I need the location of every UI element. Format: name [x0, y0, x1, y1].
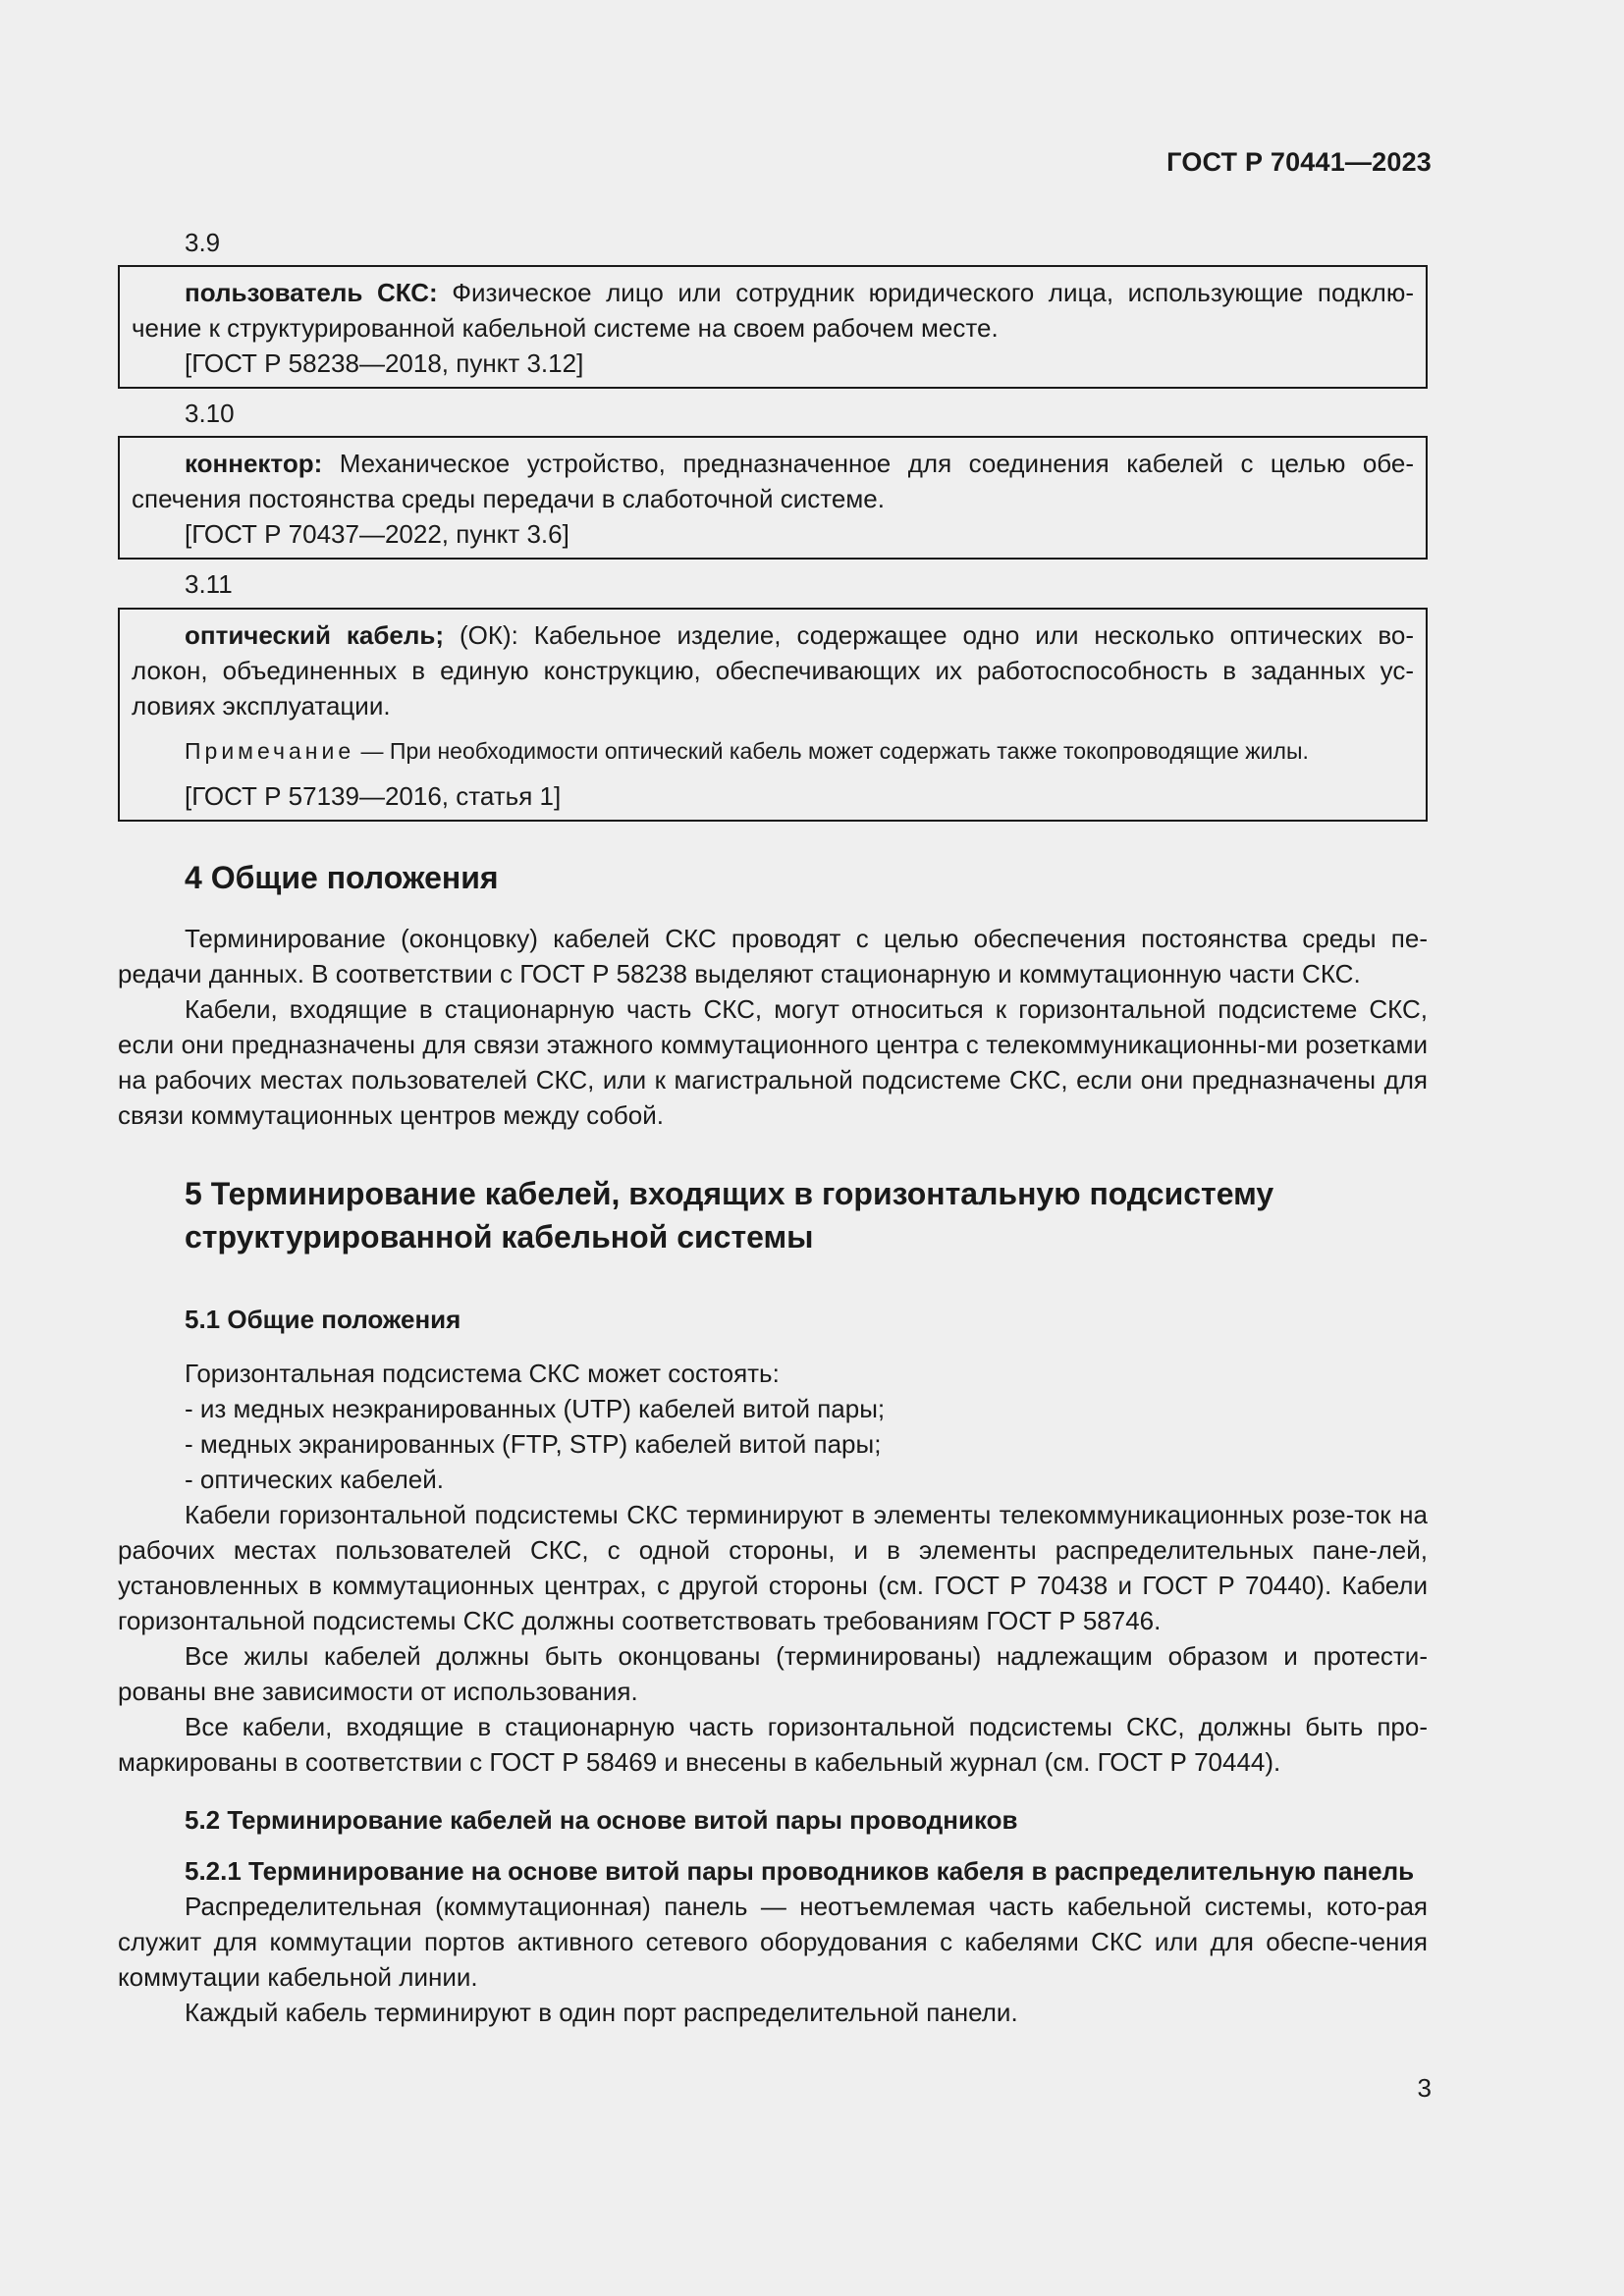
paragraph: Горизонтальная подсистема СКС может состоять: [185, 1359, 780, 1388]
term-source: [ГОСТ Р 57139—2016, статья 1] [185, 781, 562, 811]
term-definition-box [118, 608, 1428, 822]
term-definition-line: чение к структурированной кабельной системе на своем рабочем месте. [132, 313, 999, 343]
term-note [132, 735, 1414, 767]
note-text: — При необходимости оптический кабель может содержать также токопроводящие жилы. [360, 738, 1309, 764]
term-definition-line: спечения постоянства среды передачи в слаботочной системе. [132, 484, 885, 513]
term-definition-box [118, 436, 1428, 560]
term-definition-line: оптический кабель; (ОК): Кабельное изделие, содержащее одно или несколько оптических во- [185, 620, 1414, 650]
term-name: оптический кабель; [185, 620, 445, 650]
term-definition-line: пользователь СКС: Физическое лицо или сотрудник юридического лица, использующие подклю- [185, 278, 1415, 307]
term-name: коннектор: [185, 449, 323, 478]
paragraph: Распределительная (коммутационная) панель — неотъемлемая часть кабельной системы, кото-рая служит для коммутации портов активного сетевого оборудования с кабелями СКС или для обеспе-чения коммутации кабельной линии. [118, 1892, 1428, 1992]
paragraph: Терминирование (оконцовку) кабелей СКС проводят с целью обеспечения постоянства среды пе-редачи данных. В соответствии с ГОСТ Р 58238 выделяют стационарную и коммутационную части СКС. [118, 924, 1428, 988]
section-body [118, 1853, 1428, 2030]
term-definition-line: ловиях эксплуатации. [132, 691, 391, 721]
term-name: пользователь СКС: [185, 278, 438, 307]
paragraph: Каждый кабель терминируют в один порт распределительной панели. [185, 1998, 1018, 2027]
paragraph: Кабели, входящие в стационарную часть СКС, могут относиться к горизонтальной подсистеме СКС, если они предназначены для связи этажного коммутационного центра с телекоммуникационны-ми розетками на рабочих местах пользователей СКС, или к магистральной подсистеме СКС, если они предназначены для связи коммутационных центров между собой. [118, 994, 1428, 1130]
page-number: 3 [1417, 2073, 1432, 2103]
paragraph: Все жилы кабелей должны быть оконцованы (терминированы) надлежащим образом и протести-рованы вне зависимости от использования. [118, 1641, 1428, 1706]
section-heading: 5 Терминирование кабелей, входящих в горизонтальную подсистему структурированной кабельной системы [185, 1176, 1274, 1255]
term-definition-box [118, 265, 1428, 389]
term-definition-line: локон, объединенных в единую конструкцию, обеспечивающих их работоспособность в заданных ус- [132, 656, 1414, 685]
term-number: 3.10 [185, 399, 235, 428]
term-source: [ГОСТ Р 70437—2022, пункт 3.6] [185, 519, 569, 549]
paragraph: Кабели горизонтальной подсистемы СКС терминируют в элементы телекоммуникационных розе-ток на рабочих местах пользователей СКС, с одной стороны, и в элементы распределительных пане-лей, установленных в коммутационных центрах, с другой стороны (см. ГОСТ Р 70438 и ГОСТ Р 70440). Кабели горизонтальной подсистемы СКС должны соответствовать требованиям ГОСТ Р 58746. [118, 1500, 1428, 1635]
document-header: ГОСТ Р 70441—2023 [1166, 147, 1432, 177]
subsection-heading: 5.1 Общие положения [185, 1305, 461, 1334]
list-item: - медных экранированных (FTP, STP) кабелей витой пары; [185, 1429, 882, 1459]
subsubsection-heading: 5.2.1 Терминирование на основе витой пары проводников кабеля в распределительную панель [185, 1856, 1415, 1886]
term-number: 3.9 [185, 228, 221, 257]
list-item: - оптических кабелей. [185, 1465, 444, 1494]
section-body [118, 921, 1428, 1133]
note-label: Примечание [185, 738, 355, 764]
term-number: 3.11 [185, 569, 233, 599]
term-source: [ГОСТ Р 58238—2018, пункт 3.12] [185, 348, 584, 378]
term-definition-line: коннектор: Механическое устройство, предназначенное для соединения кабелей с целью обе- [185, 449, 1414, 478]
section-heading: 4 Общие положения [185, 860, 499, 895]
paragraph: Все кабели, входящие в стационарную часть горизонтальной подсистемы СКС, должны быть про-маркированы в соответствии с ГОСТ Р 58469 и внесены в кабельный журнал (см. ГОСТ Р 70444). [118, 1712, 1428, 1777]
subsection-heading: 5.2 Терминирование кабелей на основе витой пары проводников [185, 1805, 1018, 1835]
list-item: - из медных неэкранированных (UTP) кабелей витой пары; [185, 1394, 886, 1423]
section-body [118, 1356, 1428, 1780]
